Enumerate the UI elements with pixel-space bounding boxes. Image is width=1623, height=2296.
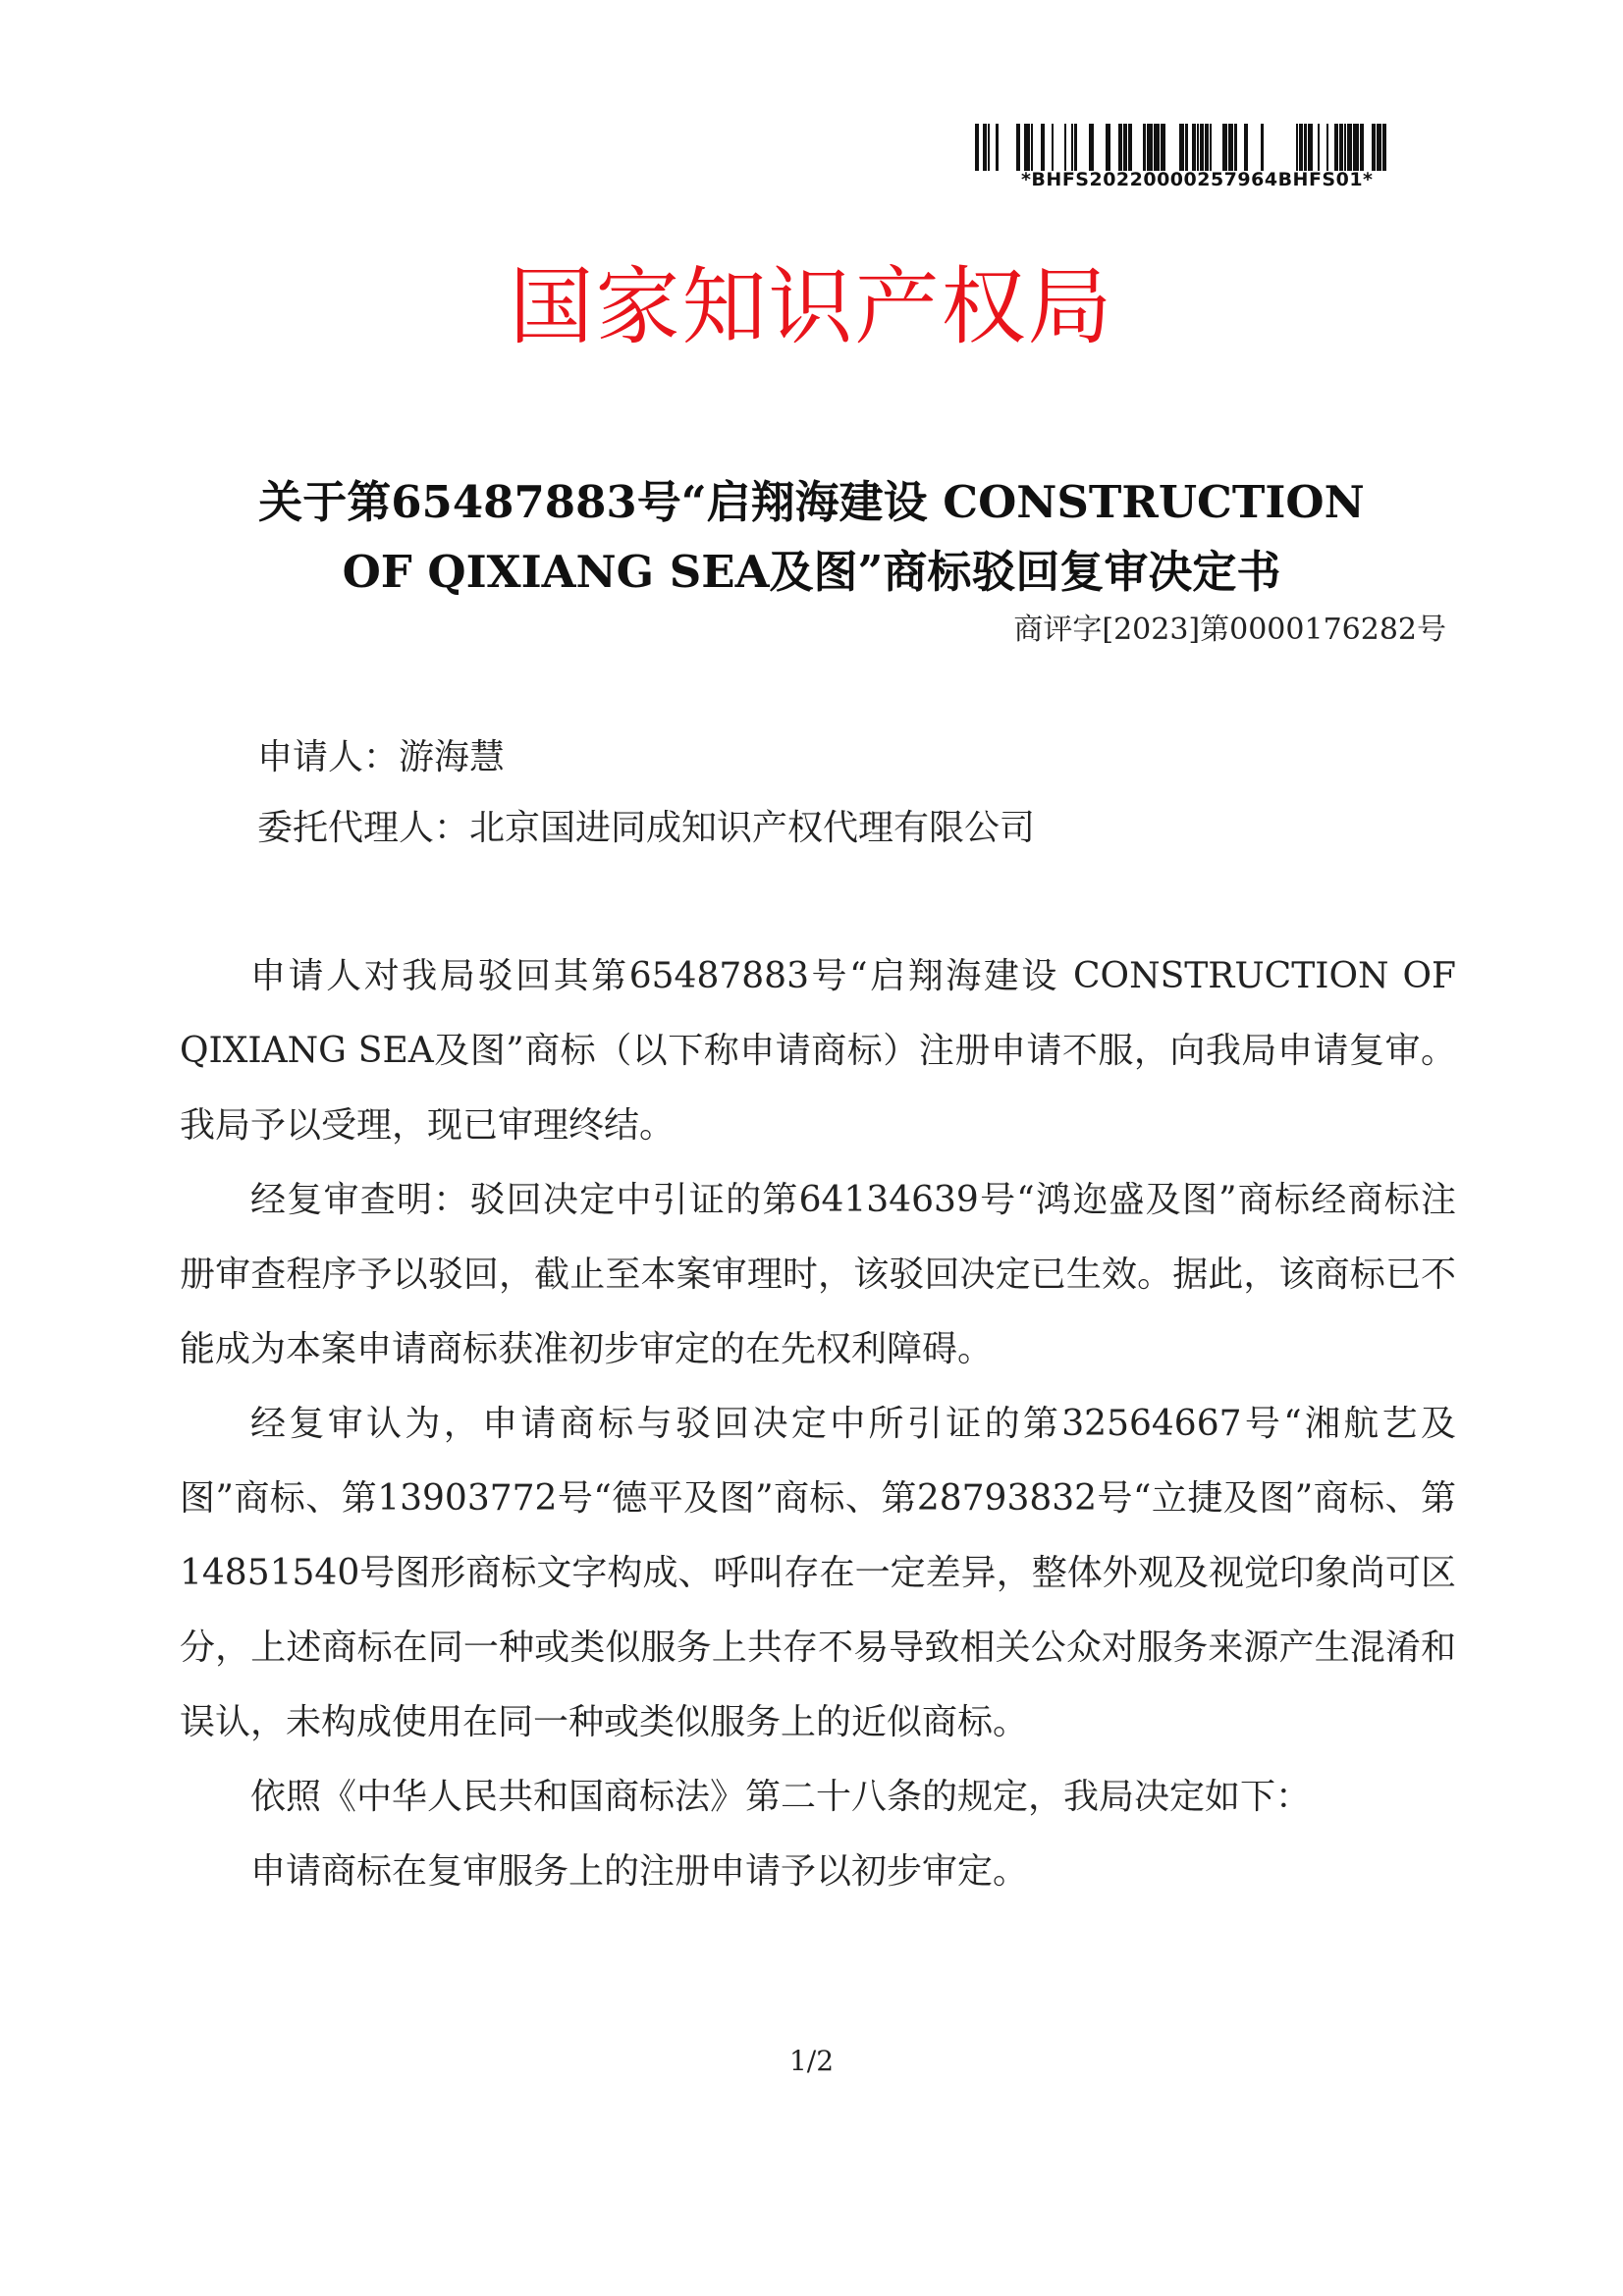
applicant-line: 申请人：游海慧 <box>257 737 506 777</box>
body-paragraph-3: 经复审认为，申请商标与驳回决定中所引证的第32564667号“湘航艺及图”商标、第13903772号“德平及图”商标、第28793832号“立捷及图”商标、第14851540号图形商标文字构成、呼叫存在一定差异，整体外观及视觉印象尚可区分，上述商标在同一种或类似服务上共存不易导致相关公众对服务来源产生混淆和误认，未构成使用在同一种或类似服务上的近似商标。 <box>180 1404 1456 1742</box>
body-paragraph-5: 申请商标在复审服务上的注册申请予以初步审定。 <box>250 1851 1029 1892</box>
barcode-image <box>975 124 1387 171</box>
agency-header: 国家知识产权局 <box>509 258 1114 356</box>
barcode-number: *BHFS20220000257964BHFS01* <box>1021 169 1374 190</box>
decision-title-line-2: OF QIXIANG SEA及图”商标驳回复审决定书 <box>342 546 1281 598</box>
body-paragraph-4: 依照《中华人民共和国商标法》第二十八条的规定，我局决定如下： <box>250 1777 1312 1817</box>
decision-body <box>180 939 1456 1909</box>
agent-line: 委托代理人：北京国进同成知识产权代理有限公司 <box>257 808 1036 848</box>
body-paragraph-1: 申请人对我局驳回其第65487883号“启翔海建设 CONSTRUCTION OF QIXIANG SEA及图”商标（以下称申请商标）注册申请不服，向我局申请复审。我局予以受理，现已审理终结。 <box>180 956 1456 1146</box>
page-number: 1/2 <box>788 2045 835 2077</box>
decision-title-line-1: 关于第65487883号“启翔海建设 CONSTRUCTION <box>258 476 1365 528</box>
document-number: 商评字[2023]第0000176282号 <box>1013 613 1446 647</box>
body-paragraph-2: 经复审查明：驳回决定中引证的第64134639号“鸿迩盛及图”商标经商标注册审查程序予以驳回，截止至本案审理时，该驳回决定已生效。据此，该商标已不能成为本案申请商标获准初步审定的在先权利障碍。 <box>180 1180 1456 1369</box>
